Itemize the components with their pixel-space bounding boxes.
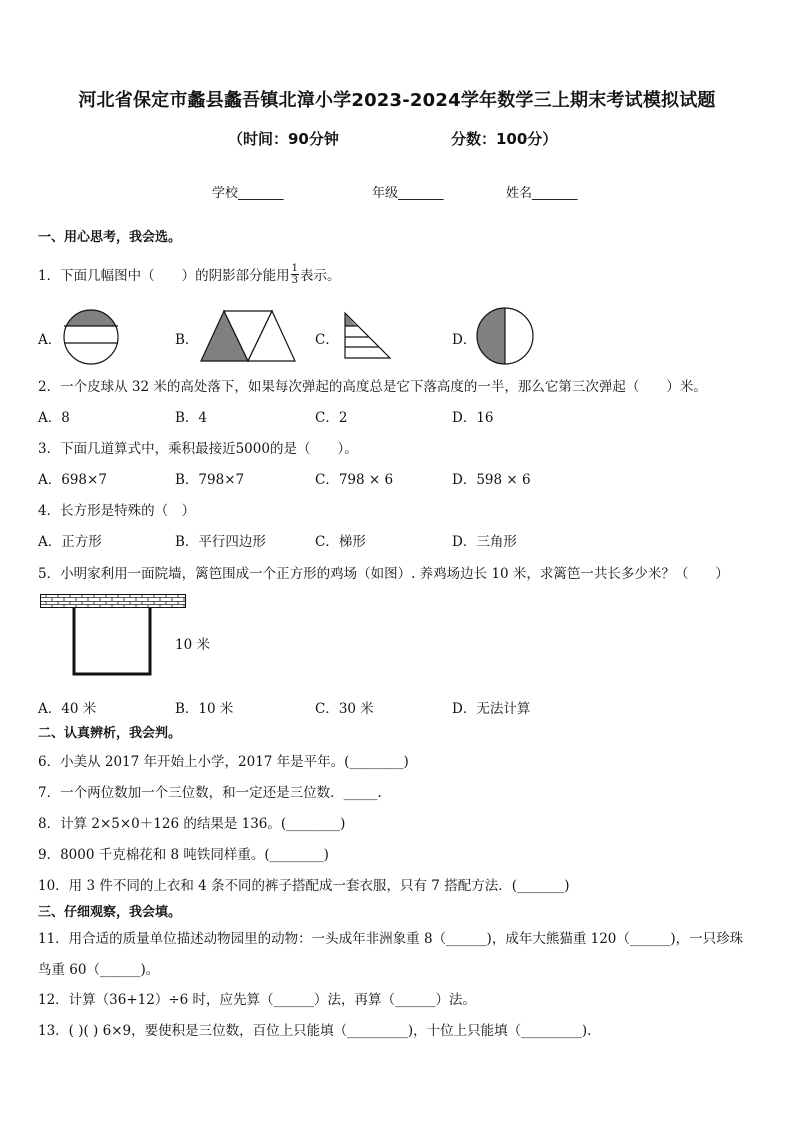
q1-option-c: C．	[315, 332, 339, 348]
q5-option-d: D．无法计算	[452, 701, 531, 717]
school-field: 学校_______	[212, 186, 284, 201]
question-11-line-1: 11．用合适的质量单位描述动物园里的动物：一头成年非洲象重 8（______)，成年大熊猫重 120（______)，一只珍珠	[38, 931, 744, 947]
question-10: 10．用 3 件不同的上衣和 4 条不同的裤子搭配成一套衣服，只有 7 搭配方法．(_______)	[38, 878, 570, 894]
q5-figure-label: 10 米	[175, 637, 210, 653]
question-8: 8．计算 2×5×0＋126 的结果是 136。(________)	[38, 816, 346, 832]
q4-option-d: D．三角形	[452, 534, 517, 550]
question-2: 2．一个皮球从 32 米的高处落下，如果每次弹起的高度总是它下落高度的一半，那么它第三次弹起（ ）米。	[38, 379, 707, 395]
question-5: 5．小明家利用一面院墙，篱笆围成一个正方形的鸡场（如图）. 养鸡场边长 10 米，求篱笆一共长多少米？（ ）	[38, 566, 729, 582]
fraction-one-third: $\frac{1}{3}$	[291, 263, 298, 286]
q1-option-d: D．	[452, 332, 477, 348]
question-6: 6．小美从 2017 年开始上小学，2017 年是平年。(________)	[38, 754, 409, 770]
q4-option-c: C．梯形	[315, 534, 366, 550]
q2-option-a: A．8	[38, 410, 70, 426]
q2-option-b: B．4	[175, 410, 208, 426]
page-title: 河北省保定市蠡县蠡吾镇北漳小学2023-2024学年数学三上期末考试模拟试题	[78, 90, 716, 111]
section-2-heading: 二、认真辨析，我会判。	[38, 726, 182, 741]
q1-figure-a-circle	[63, 309, 119, 365]
section-3-heading: 三、仔细观察，我会填。	[38, 905, 182, 920]
question-13: 13．( )( ) 6×9，要使积是三位数，百位上只能填（_________)，十位上只能填（_________).	[38, 1023, 592, 1039]
q1-option-a: A．	[38, 332, 62, 348]
question-11-line-2: 鸟重 60（______)。	[38, 962, 160, 978]
question-1-text-b: 表示。	[299, 268, 341, 284]
q3-option-b: B．798×7	[175, 472, 245, 488]
q2-option-c: C．2	[315, 410, 348, 426]
q1-figure-d-half-circle	[476, 307, 534, 365]
question-1-text-a: 1．下面几幅图中（ ）的阴影部分能用	[38, 268, 290, 284]
q1-figure-c-right-triangle	[344, 312, 392, 360]
exam-score: 分数：100分）	[451, 130, 558, 148]
q5-option-b: B．10 米	[175, 701, 234, 717]
q3-option-c: C．798 × 6	[315, 472, 394, 488]
q1-option-b: B．	[175, 332, 199, 348]
grade-field: 年级_______	[372, 186, 444, 201]
question-12: 12．计算（36+12）÷6 时，应先算（______）法，再算（______）法。	[38, 992, 477, 1008]
q1-figure-b-triangles	[200, 310, 296, 362]
q3-option-d: D．598 × 6	[452, 472, 531, 488]
q4-option-a: A．正方形	[38, 534, 102, 550]
question-1	[38, 264, 340, 288]
exam-time: （时间：90分钟	[228, 130, 339, 148]
q4-option-b: B．平行四边形	[175, 534, 266, 550]
question-4: 4．长方形是特殊的（ ）	[38, 503, 196, 519]
q5-figure-wall-fence	[40, 594, 186, 680]
q5-option-c: C．30 米	[315, 701, 374, 717]
question-9: 9．8000 千克棉花和 8 吨铁同样重。(________)	[38, 847, 329, 863]
section-1-heading: 一、用心思考，我会选。	[38, 230, 182, 245]
q2-option-d: D．16	[452, 410, 494, 426]
question-7: 7．一个两位数加一个三位数，和一定还是三位数．_____.	[38, 785, 382, 801]
question-3: 3．下面几道算式中，乘积最接近5000的是（ ）。	[38, 441, 358, 457]
name-field: 姓名_______	[506, 186, 578, 201]
q3-option-a: A．698×7	[38, 472, 107, 488]
q5-option-a: A．40 米	[38, 701, 97, 717]
